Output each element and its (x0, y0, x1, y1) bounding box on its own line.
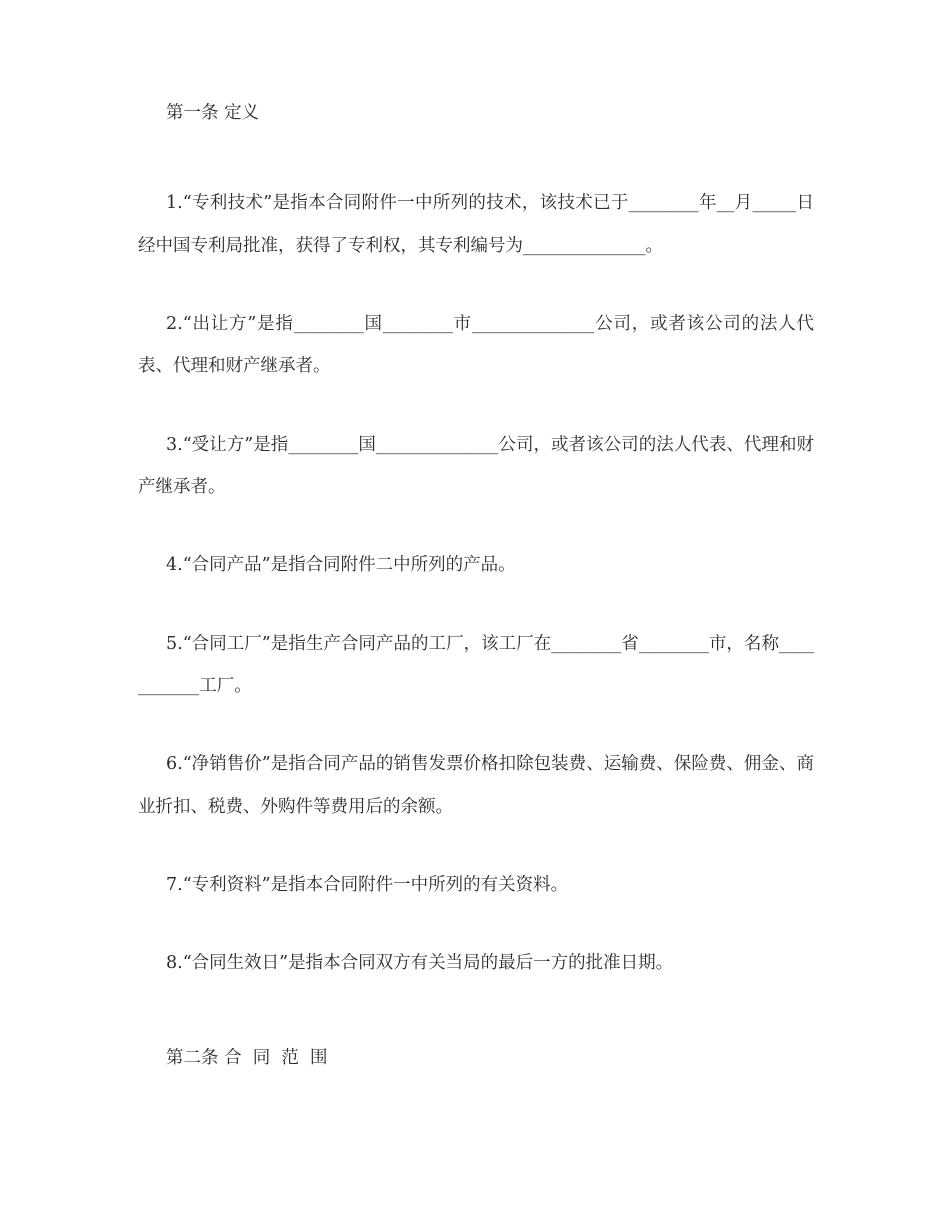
definition-item-3: 3.“受让方”是指________国______________公司，或者该公司的法人代表、代理和财产继承者。 (138, 434, 814, 497)
definition-item-1: 1.“专利技术”是指本合同附件一中所列的技术，该技术已于________年__月_____日经中国专利局批准，获得了专利权，其专利编号为______________。 (138, 193, 814, 256)
definition-item-4: 4.“合同产品”是指合同附件二中所列的产品。 (166, 555, 516, 576)
document-body (138, 100, 814, 1071)
section-one-heading: 第一条 定义 (166, 103, 260, 123)
spacer (138, 508, 814, 544)
spacer (138, 126, 814, 182)
spacer (138, 828, 814, 864)
spacer (138, 587, 814, 623)
definition-item-7: 7.“专利资料”是指本合同附件一中所列的有关资料。 (166, 875, 569, 896)
definition-item-2: 2.“出让方”是指________国________市______________公司，或者该公司的法人代表、代理和财产继承者。 (138, 313, 814, 377)
spacer (138, 985, 814, 1045)
spacer (138, 707, 814, 743)
spacer (138, 906, 814, 942)
spacer (138, 267, 814, 303)
section-two-heading: 第二条 合 同 范 围 (166, 1047, 328, 1068)
definition-item-6: 6.“净销售价”是指合同产品的销售发票价格扣除包装费、运输费、保险费、佣金、商业折扣、税费、外购件等费用后的余额。 (138, 754, 814, 817)
spacer (138, 388, 814, 424)
definition-item-5: 5.“合同工厂”是指生产合同产品的工厂，该工厂在________省________市，名称___________工厂。 (138, 633, 814, 696)
definition-item-8: 8.“合同生效日”是指本合同双方有关当局的最后一方的批准日期。 (166, 953, 674, 974)
